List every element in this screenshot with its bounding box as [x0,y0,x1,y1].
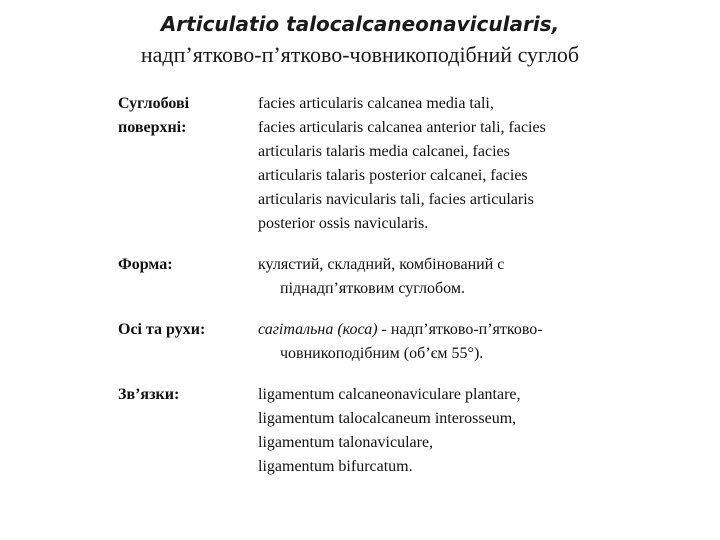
surfaces-label [118,92,248,140]
surfaces-label-line2: поверхні: [118,119,187,136]
surfaces-line: facies articularis calcanea media tali, [258,95,494,112]
surfaces-line: articularis talaris media calcanei, facies [258,143,510,160]
page-title-ukrainian: надп’ятково-п’ятково-човникоподібний суглоб [140,42,580,67]
surfaces-line: facies articularis calcanea anterior tali, facies [258,119,546,136]
ligament-line: ligamentum talocalcaneum interosseum, [258,410,517,427]
ligaments-value [258,383,598,479]
form-value: кулястий, складний, комбінований с піднадп’ятковим суглобом. [258,256,505,297]
axes-value-rest: - надп’ятково-п’ятково-човникоподібним (об’єм 55°). [280,321,543,362]
surfaces-line: articularis talaris posterior calcanei, facies [258,167,528,184]
ligament-line: ligamentum calcaneonaviculare plantare, [258,386,521,403]
axes-value [258,318,620,366]
ligament-line: ligamentum talonaviculare, [258,434,434,451]
ligaments-label: Зв’язки: [118,386,180,403]
surfaces-label-line1: Суглобові [118,95,190,112]
axes-value-italic: сагітальна (коса) [258,321,378,338]
page-title-latin: Articulatio talocalcaneonavicularis, [160,12,560,36]
axes-label: Осі та рухи: [118,321,206,338]
ligament-line: ligamentum bifurcatum. [258,458,413,475]
form-label: Форма: [118,256,173,273]
surfaces-line: posterior ossis navicularis. [258,215,429,232]
surfaces-line: articularis navicularis tali, facies articularis [258,191,534,208]
surfaces-value [258,92,598,236]
